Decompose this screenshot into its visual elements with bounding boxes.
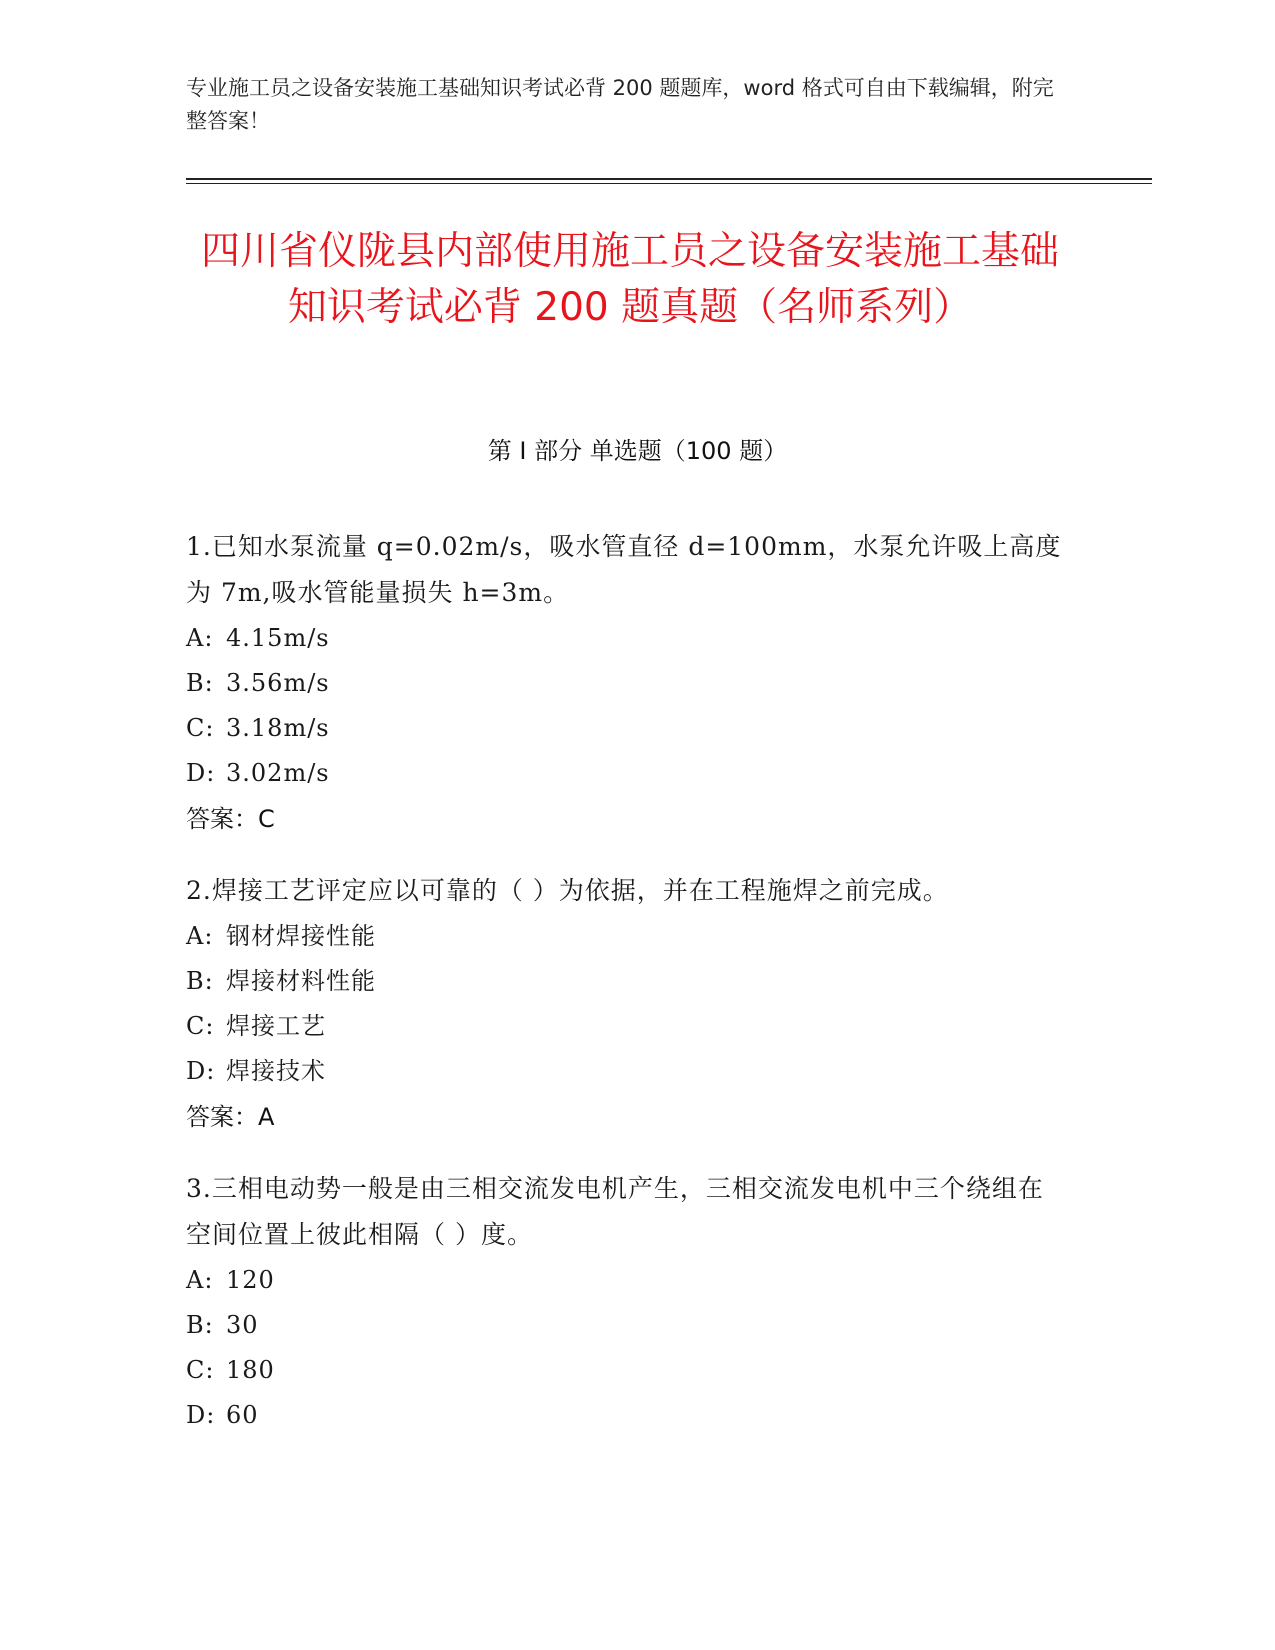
option-d (186, 751, 1066, 796)
option-text: 30 (226, 1311, 259, 1339)
option-letter: A: (186, 624, 214, 652)
option-text: 3.56m/s (226, 669, 330, 697)
option-text: 120 (226, 1266, 275, 1294)
option-text: 焊接材料性能 (226, 967, 376, 995)
option-letter: C: (186, 714, 215, 742)
header-note: 专业施工员之设备安装施工基础知识考试必背 200 题题库，word 格式可自由下载编辑，附完整答案！ (186, 76, 1054, 133)
question-text: 1.已知水泵流量 q=0.02m/s，吸水管直径 d=100mm，水泵允许吸上高度为 7m,吸水管能量损失 h=3m。 (186, 532, 1062, 607)
option-letter: B: (186, 669, 214, 697)
option-text: 3.02m/s (226, 759, 330, 787)
option-letter: A: (186, 922, 214, 950)
option-c (186, 1004, 1066, 1049)
question-text: 3.三相电动势一般是由三相交流发电机产生，三相交流发电机中三个绕组在空间位置上彼此相隔（ ）度。 (186, 1174, 1044, 1249)
option-a (186, 616, 1066, 661)
option-a (186, 914, 1066, 959)
option-a (186, 1258, 1066, 1303)
option-b (186, 1303, 1066, 1348)
document-title: 四川省仪陇县内部使用施工员之设备安装施工基础知识考试必背 200 题真题（名师系列） (200, 229, 1059, 330)
option-letter: C: (186, 1012, 215, 1040)
header-divider-thick (186, 178, 1152, 180)
question-3 (186, 1166, 1066, 1438)
question-text: 2.焊接工艺评定应以可靠的（ ）为依据，并在工程施焊之前完成。 (186, 876, 949, 905)
option-text: 60 (226, 1401, 259, 1429)
option-text: 焊接技术 (226, 1057, 326, 1085)
option-letter: D: (186, 759, 216, 787)
option-c (186, 1348, 1066, 1393)
option-text: 180 (226, 1356, 275, 1384)
answer-line: 答案：C (186, 805, 275, 833)
option-letter: D: (186, 1057, 216, 1085)
header-divider-thin (186, 183, 1152, 184)
section-title: 第 I 部分 单选题（100 题） (487, 437, 788, 465)
answer-line: 答案：A (186, 1103, 275, 1131)
option-d (186, 1393, 1066, 1438)
question-list (186, 524, 1066, 1464)
option-text: 焊接工艺 (226, 1012, 326, 1040)
option-text: 钢材焊接性能 (226, 922, 376, 950)
option-text: 3.18m/s (226, 714, 330, 742)
option-d (186, 1049, 1066, 1094)
option-b (186, 959, 1066, 1004)
option-letter: B: (186, 1311, 214, 1339)
question-2 (186, 868, 1066, 1140)
option-letter: C: (186, 1356, 215, 1384)
option-letter: D: (186, 1401, 216, 1429)
option-b (186, 661, 1066, 706)
option-c (186, 706, 1066, 751)
option-letter: B: (186, 967, 214, 995)
option-letter: A: (186, 1266, 214, 1294)
question-1 (186, 524, 1066, 842)
option-text: 4.15m/s (226, 624, 330, 652)
